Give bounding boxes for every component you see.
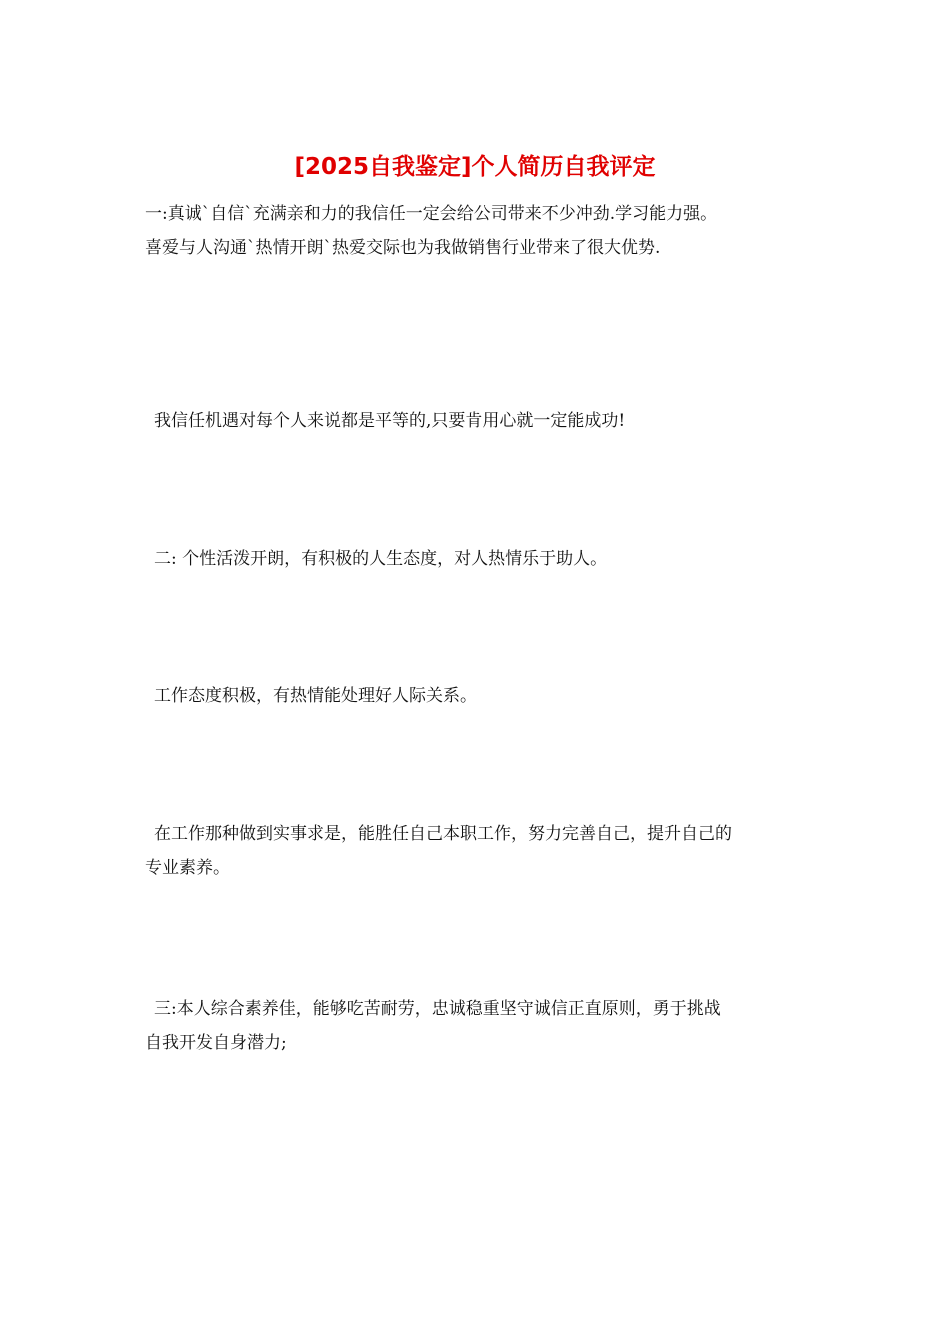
paragraph-line: 我信任机遇对每个人来说都是平等的,只要肯用心就一定能成功!: [154, 411, 626, 431]
paragraph-line: 工作态度积极，有热情能处理好人际关系。: [154, 686, 477, 706]
paragraph-5: [145, 817, 810, 885]
paragraph-line: 一:真诚`自信`充满亲和力的我信任一定会给公司带来不少冲劲.学习能力强。: [145, 204, 718, 224]
paragraph-line: 二: 个性活泼开朗，有积极的人生态度，对人热情乐于助人。: [154, 549, 608, 569]
paragraph-2: [145, 404, 810, 438]
paragraph-1: [145, 197, 810, 265]
paragraph-4: [145, 679, 810, 713]
paragraph-line: 专业素养。: [145, 858, 230, 878]
paragraph-line: 自我开发自身潜力;: [145, 1033, 287, 1053]
paragraph-line: 喜爱与人沟通`热情开朗`热爱交际也为我做销售行业带来了很大优势.: [145, 238, 661, 258]
paragraph-line: 在工作那种做到实事求是，能胜任自己本职工作，努力完善自己，提升自己的: [154, 824, 732, 844]
paragraph-6: [145, 992, 810, 1060]
paragraph-line: 三:本人综合素养佳，能够吃苦耐劳，忠诚稳重坚守诚信正直原则，勇于挑战: [154, 999, 721, 1019]
document-title: [2025自我鉴定]个人简历自我评定: [294, 154, 656, 180]
paragraph-3: [145, 542, 810, 576]
